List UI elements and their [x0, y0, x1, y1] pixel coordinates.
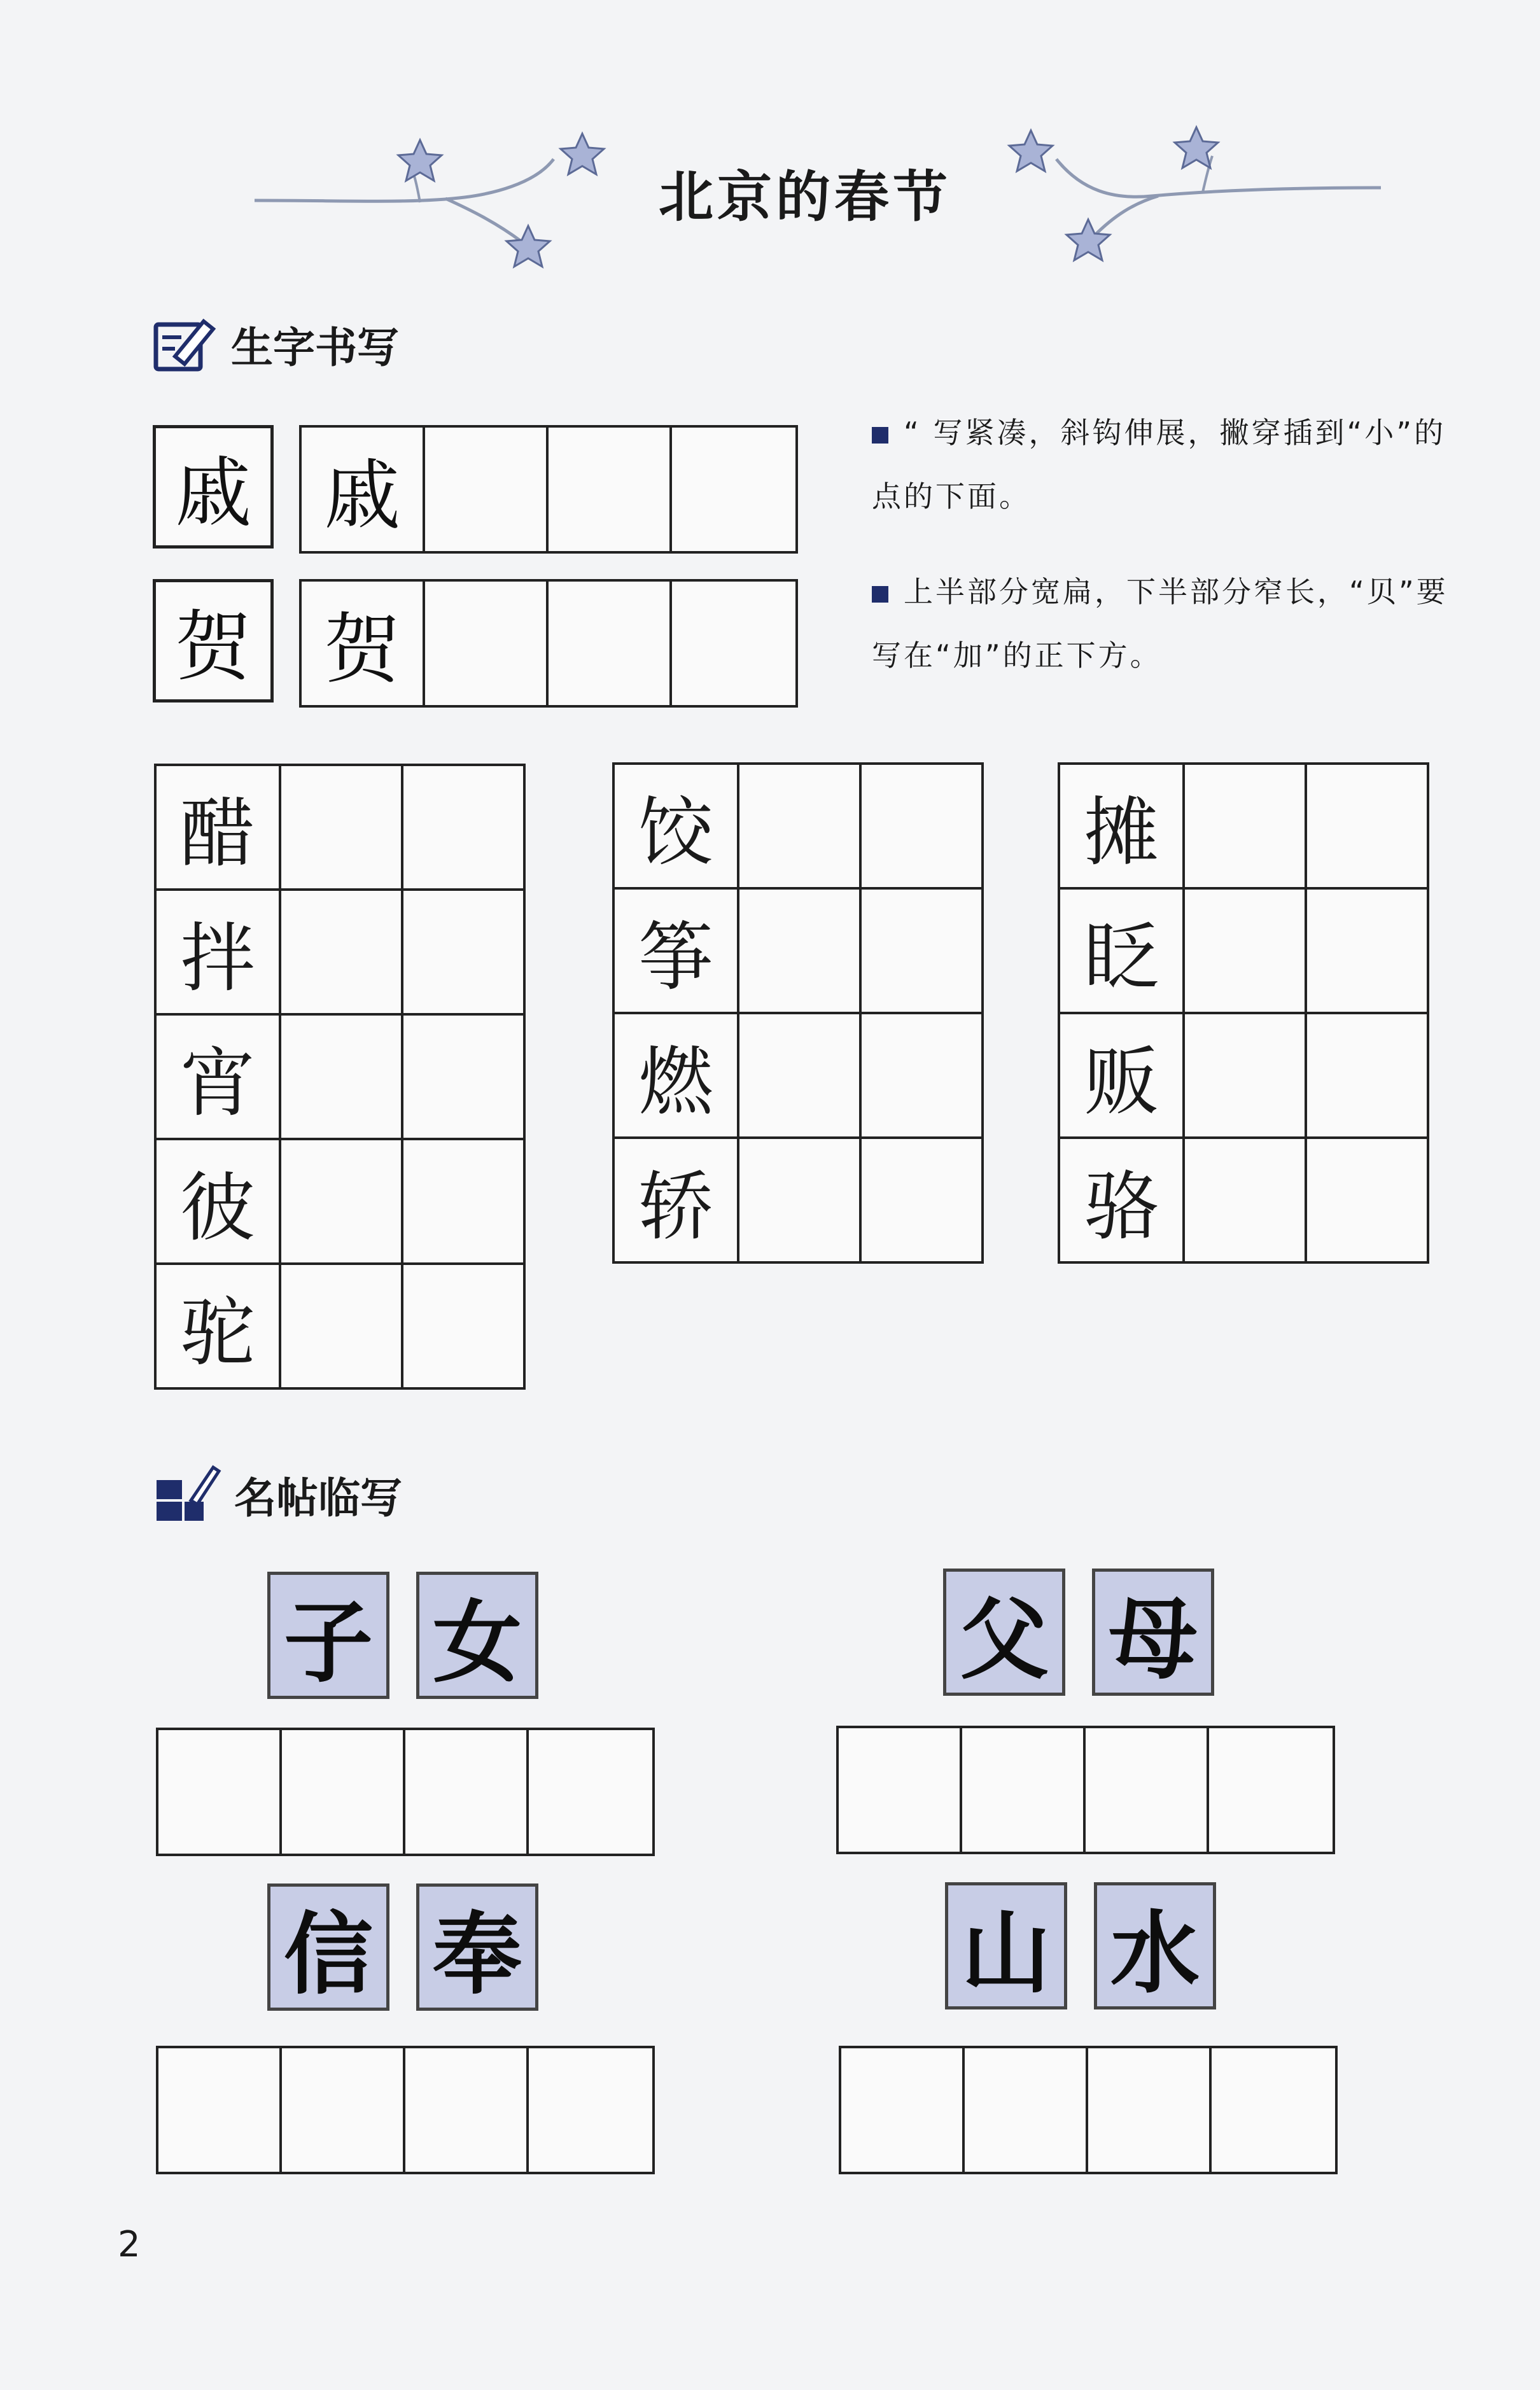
- demo-row-1: [153, 425, 798, 554]
- grid-character: 饺: [638, 788, 713, 876]
- section-heading-label: 名帖临写: [234, 1473, 402, 1523]
- copy-character: 水: [1094, 1882, 1216, 2009]
- blank-cell[interactable]: [401, 1140, 523, 1262]
- model-character: 戚: [153, 425, 274, 549]
- grid-character: 眨: [1083, 913, 1159, 1001]
- writing-grid-1: [154, 764, 526, 1390]
- blank-cell[interactable]: [405, 1730, 529, 1854]
- blank-cell[interactable]: [1305, 890, 1427, 1012]
- tip-text: “ 写紧凑，斜钩伸展，撇穿插到“小”的点的下面。: [872, 416, 1446, 514]
- blank-cell[interactable]: [279, 766, 401, 888]
- blank-cell[interactable]: [965, 2048, 1088, 2172]
- writing-grid-2: [612, 762, 984, 1264]
- tip-bullet: [872, 586, 888, 603]
- copy-character: 奉: [416, 1883, 538, 2011]
- blank-cell[interactable]: [549, 582, 672, 705]
- grid-character: 贩: [1083, 1038, 1159, 1126]
- copy-pair-4: [945, 1882, 1216, 2009]
- blank-cell[interactable]: [1305, 1139, 1427, 1261]
- blank-cell[interactable]: [549, 428, 672, 551]
- blank-cell[interactable]: [401, 1016, 523, 1138]
- blank-cell[interactable]: [672, 428, 795, 551]
- blank-cell[interactable]: [279, 1016, 401, 1138]
- blank-cell[interactable]: [529, 1730, 652, 1854]
- grid-character: 宵: [179, 1039, 255, 1127]
- copy-character: 山: [945, 1882, 1067, 2009]
- blank-cell[interactable]: [1182, 890, 1305, 1012]
- blank-cell[interactable]: [1182, 1139, 1305, 1261]
- tip-text: 上半部分宽扁，下半部分窄长，“贝”要写在“加”的正下方。: [872, 575, 1448, 673]
- blank-cell[interactable]: [529, 2048, 652, 2172]
- blank-cell[interactable]: [158, 1730, 282, 1854]
- grid-character: 拌: [179, 914, 255, 1002]
- grid-character: 骆: [1083, 1163, 1159, 1250]
- blank-cell[interactable]: [1086, 1728, 1209, 1852]
- practice-strip: [156, 1728, 655, 1856]
- practice-strip: [839, 2046, 1338, 2174]
- tip-1: [872, 401, 1470, 528]
- calligraphy-brush-icon: [153, 1462, 223, 1526]
- blank-cell[interactable]: [425, 582, 549, 705]
- grid-character: 燃: [638, 1038, 713, 1126]
- tip-bullet: [872, 427, 888, 444]
- blank-cell[interactable]: [401, 891, 523, 1013]
- page-number: 2: [118, 2224, 141, 2265]
- blank-cell[interactable]: [279, 891, 401, 1013]
- blank-cell[interactable]: [859, 890, 981, 1012]
- blank-cell[interactable]: [737, 765, 859, 887]
- page-title: 北京的春节: [659, 165, 951, 229]
- copy-character: 子: [267, 1572, 389, 1699]
- blank-cell[interactable]: [158, 2048, 282, 2172]
- blank-cell[interactable]: [737, 890, 859, 1012]
- blank-cell[interactable]: [425, 428, 549, 551]
- copy-character: 母: [1092, 1569, 1214, 1696]
- blank-cell[interactable]: [839, 1728, 962, 1852]
- blank-cell[interactable]: [859, 765, 981, 887]
- tip-2: [872, 560, 1470, 687]
- copy-pair-3: [267, 1883, 538, 2011]
- copy-character: 女: [416, 1572, 538, 1699]
- practice-strip: [299, 425, 798, 554]
- blank-cell[interactable]: [279, 1265, 401, 1387]
- blank-cell[interactable]: [672, 582, 795, 705]
- practice-strip: [299, 579, 798, 708]
- practice-strip: [156, 2046, 655, 2174]
- writing-grid-3: [1058, 762, 1429, 1264]
- trace-character: 贺: [302, 582, 425, 705]
- grid-character: 彼: [179, 1164, 255, 1252]
- blank-cell[interactable]: [1182, 1014, 1305, 1136]
- copy-character: 信: [267, 1883, 389, 2011]
- blank-cell[interactable]: [1209, 1728, 1333, 1852]
- blank-cell[interactable]: [401, 1265, 523, 1387]
- blank-cell[interactable]: [401, 766, 523, 888]
- section-heading-writing: [150, 312, 399, 375]
- copy-pair-2: [943, 1569, 1214, 1696]
- copy-character: 父: [943, 1569, 1065, 1696]
- blank-cell[interactable]: [859, 1014, 981, 1136]
- grid-character: 轿: [638, 1163, 713, 1250]
- trace-character: 戚: [302, 428, 425, 551]
- blank-cell[interactable]: [737, 1139, 859, 1261]
- pencil-notebook-icon: [150, 312, 220, 375]
- blank-cell[interactable]: [1212, 2048, 1335, 2172]
- blank-cell[interactable]: [279, 1140, 401, 1262]
- section-heading-label: 生字书写: [231, 323, 399, 372]
- grid-character: 筝: [638, 913, 713, 1001]
- blank-cell[interactable]: [1182, 765, 1305, 887]
- demo-row-2: [153, 579, 798, 708]
- grid-character: 摊: [1083, 788, 1159, 876]
- blank-cell[interactable]: [405, 2048, 529, 2172]
- blank-cell[interactable]: [1305, 765, 1427, 887]
- model-character: 贺: [153, 579, 274, 702]
- blank-cell[interactable]: [859, 1139, 981, 1261]
- blank-cell[interactable]: [1088, 2048, 1212, 2172]
- blank-cell[interactable]: [282, 1730, 405, 1854]
- grid-character: 醋: [179, 790, 255, 877]
- practice-strip: [836, 1726, 1335, 1854]
- grid-character: 驼: [179, 1289, 255, 1376]
- blank-cell[interactable]: [282, 2048, 405, 2172]
- copy-pair-1: [267, 1572, 538, 1699]
- blank-cell[interactable]: [737, 1014, 859, 1136]
- blank-cell[interactable]: [962, 1728, 1086, 1852]
- section-heading-copybook: [153, 1462, 402, 1526]
- blank-cell[interactable]: [841, 2048, 965, 2172]
- blank-cell[interactable]: [1305, 1014, 1427, 1136]
